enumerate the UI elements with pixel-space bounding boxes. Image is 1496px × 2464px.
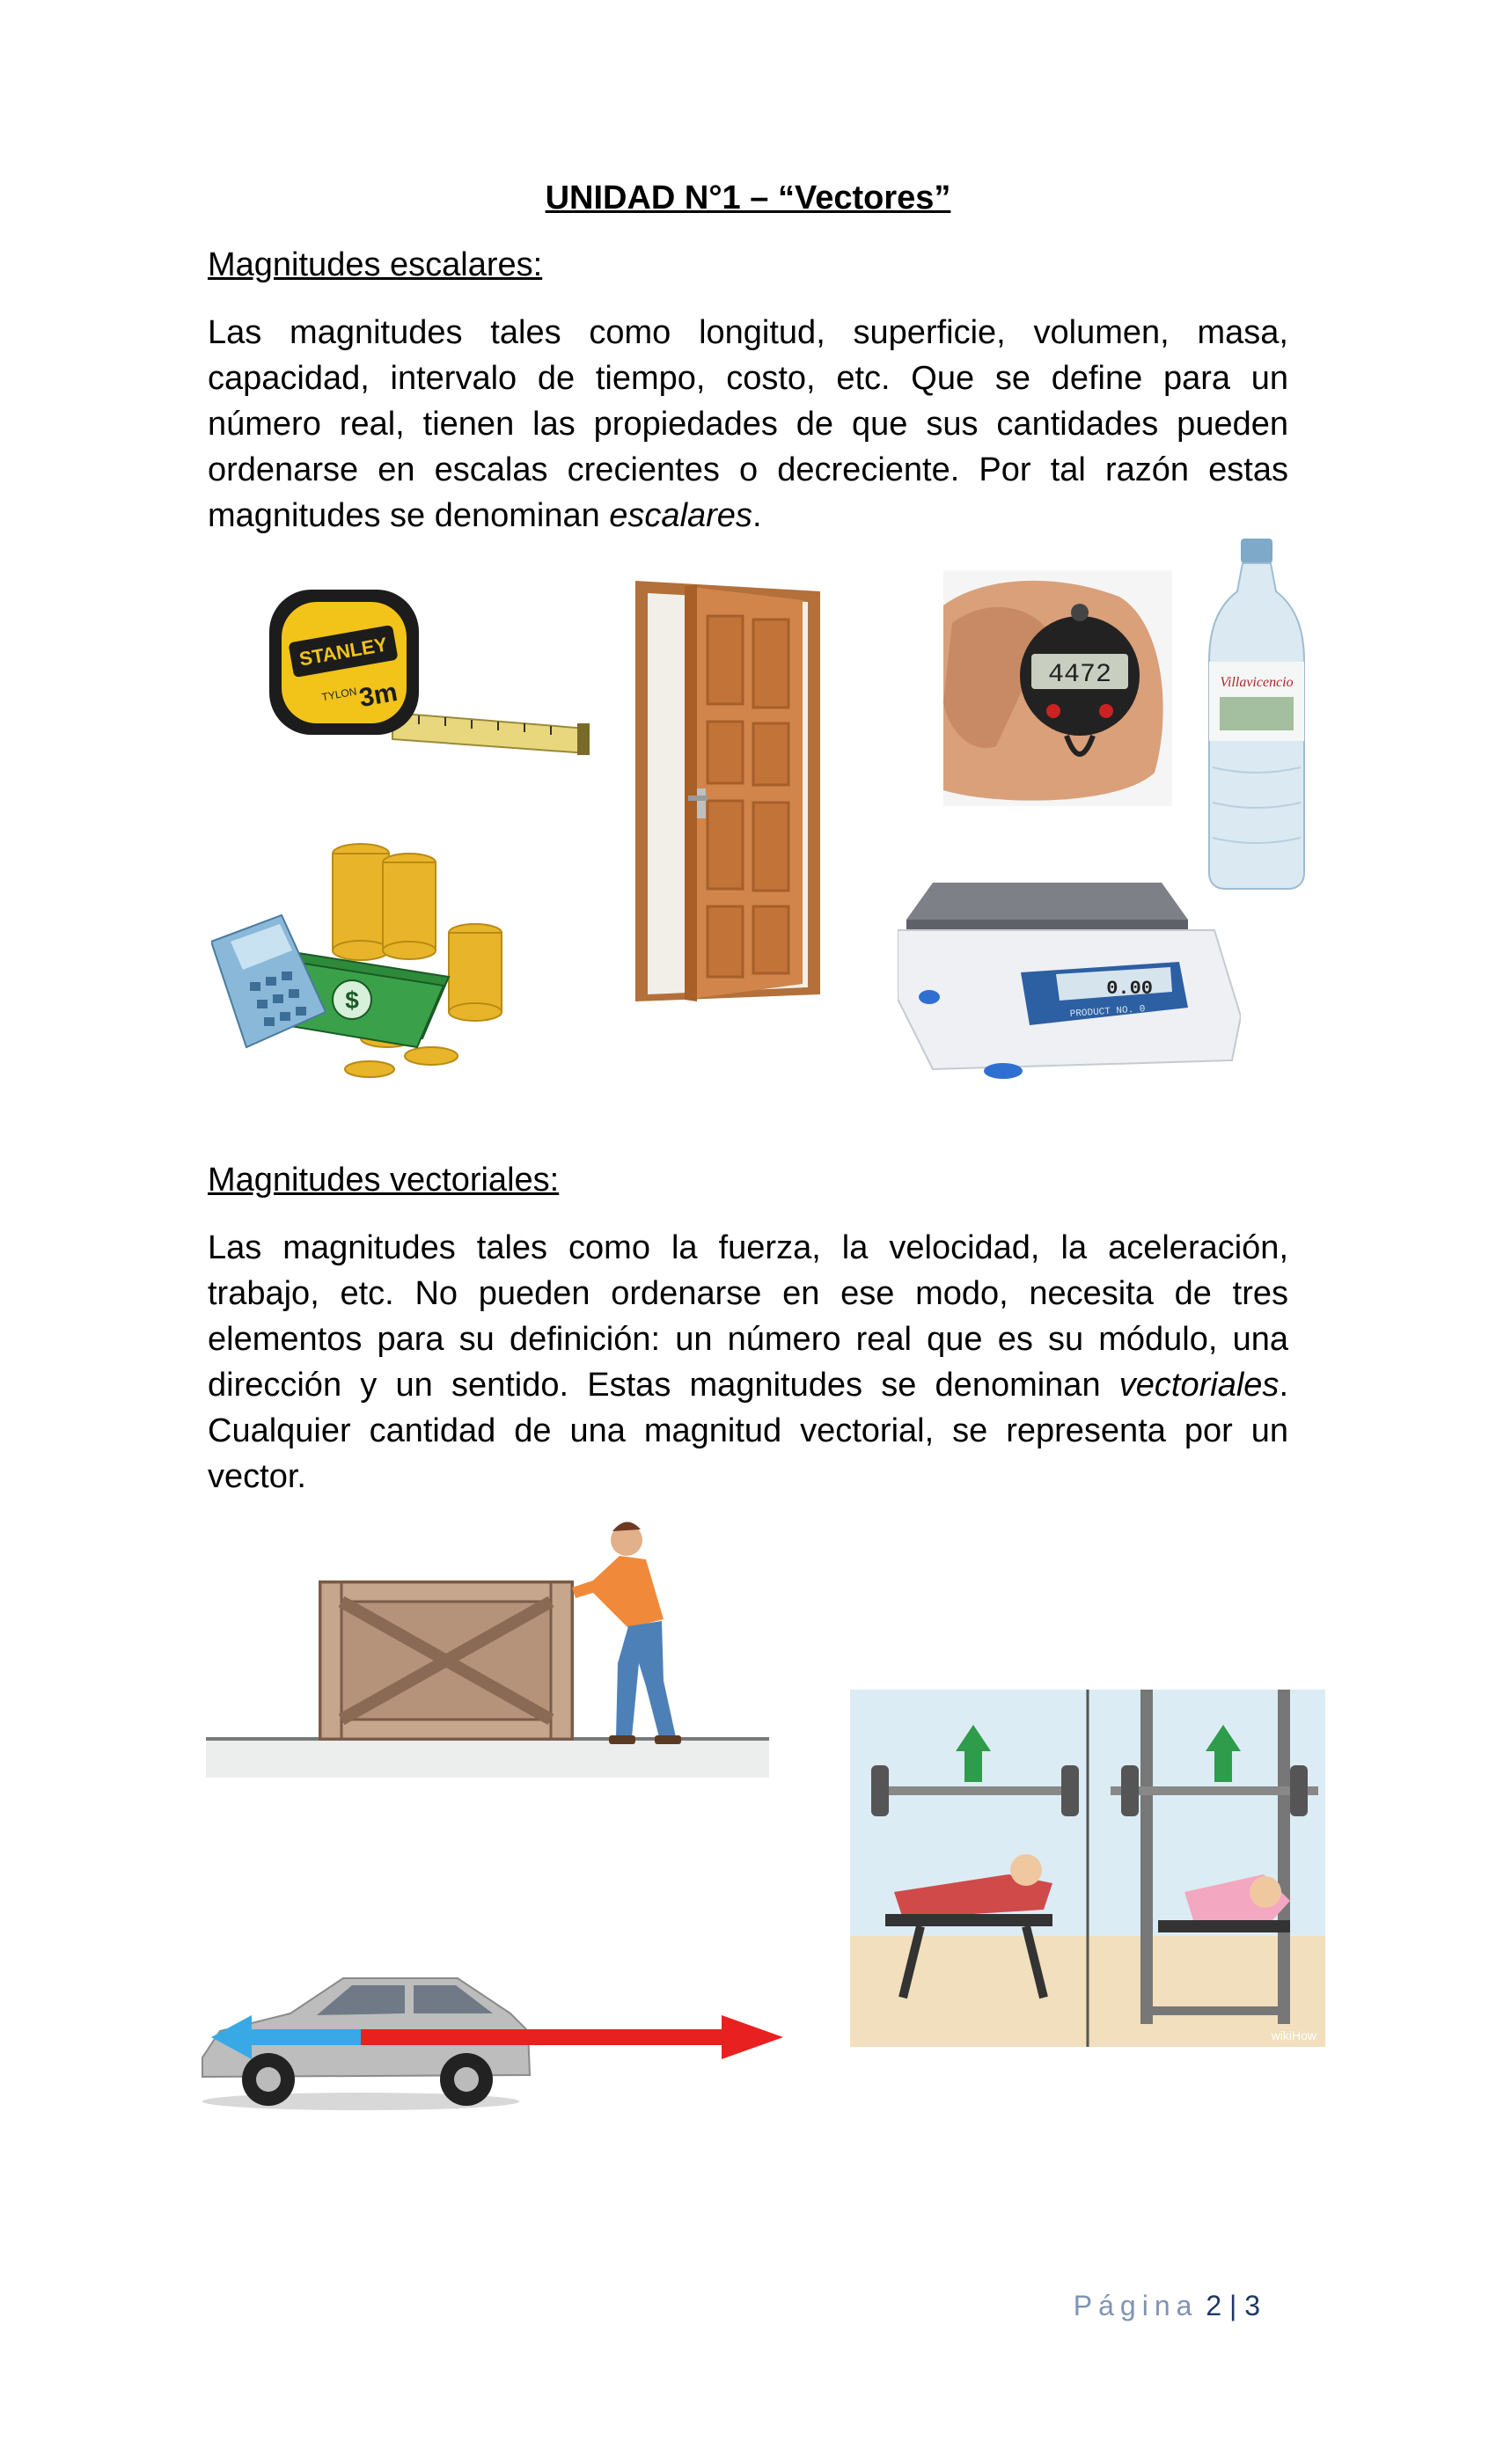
scalar-paragraph-text: Las magnitudes tales como longitud, superficie, volumen, masa, capacidad, intervalo de tiempo, costo, etc. Que se define para un número real, tienen las propiedades de que sus cantidades pueden ordenarse en escalas crecientes o decreciente. Por tal razón estas magnitudes se denominan	[208, 314, 1288, 534]
weighing-scale-image	[898, 876, 1241, 1087]
bottle-brand-text: Villavicencio	[1220, 675, 1294, 690]
page-footer	[1074, 2290, 1260, 2322]
vector-paragraph-end: . Cualquier cantidad de una magnitud vectorial, se representa por un vector.	[208, 1367, 1288, 1495]
scale-label: PRODUCT NO. 0	[1069, 1004, 1146, 1020]
scalar-paragraph-end: .	[752, 497, 762, 534]
wikihow-watermark: wikiHow	[1271, 2028, 1316, 2042]
pushing-crate-image	[206, 1514, 769, 1778]
vector-paragraph	[208, 1225, 1288, 1500]
scalar-paragraph	[208, 310, 1288, 539]
stopwatch-image	[943, 570, 1172, 806]
page-title: UNIDAD N°1 – “Vectores”	[545, 180, 951, 216]
vector-emphasis: vectoriales	[1118, 1367, 1280, 1404]
footer-separator: |	[1229, 2290, 1237, 2321]
scale-reading: 0.00	[1106, 978, 1153, 1000]
footer-page-number: 2	[1206, 2290, 1222, 2321]
footer-page-word: Página	[1073, 2290, 1199, 2321]
car-vectors-image	[194, 1952, 792, 2119]
scalar-heading: Magnitudes escalares:	[208, 246, 543, 283]
tape-brand-text: STANLEY	[297, 633, 390, 671]
door-image	[635, 581, 829, 1003]
tape-length-text: 3m	[356, 678, 400, 714]
water-bottle-image	[1202, 539, 1311, 891]
footer-total-pages: 3	[1244, 2290, 1260, 2321]
stopwatch-reading: 4472	[1047, 660, 1112, 690]
bench-press-image	[850, 1690, 1325, 2047]
svg-text:$: $	[345, 986, 359, 1014]
money-calculator-image	[211, 836, 519, 1091]
vector-paragraph-text: Las magnitudes tales como la fuerza, la velocidad, la aceleración, trabajo, etc. No pueden ordenarse en ese modo, necesita de tres elementos para su definición: un número real que es su módulo, una dirección y un sentido. Estas magnitudes se denominan	[208, 1229, 1288, 1404]
tape-model-text: TYLON	[320, 685, 358, 704]
tape-measure-image	[260, 581, 595, 766]
vector-heading: Magnitudes vectoriales:	[208, 1162, 560, 1199]
scalar-emphasis: escalares	[609, 497, 752, 534]
